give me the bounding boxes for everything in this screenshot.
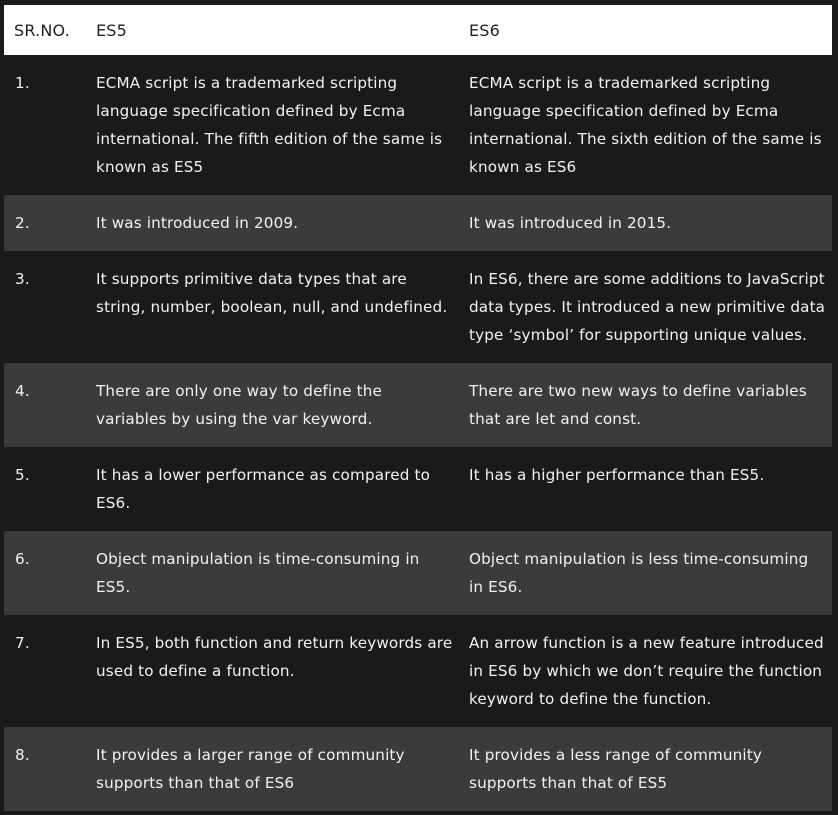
table-body — [4, 55, 832, 811]
header-row — [4, 5, 832, 55]
row-number: 8. — [15, 746, 30, 764]
row-number: 5. — [15, 466, 30, 484]
es6-cell: It provides a less range of community supports than that of ES5 — [469, 746, 763, 792]
es5-cell: ECMA script is a trademarked scripting language specification defined by Ecma international. The fifth edition of the same is known as ES5 — [96, 74, 443, 176]
header-es6: ES6 — [469, 20, 501, 40]
es5-cell: It supports primitive data types that are string, number, boolean, null, and undefined. — [96, 270, 448, 316]
row-number: 2. — [15, 214, 30, 232]
es6-cell: It was introduced in 2015. — [469, 214, 672, 232]
row-number: 4. — [15, 382, 30, 400]
comparison-table-frame — [4, 5, 832, 815]
es5-cell: In ES5, both function and return keywords are used to define a function. — [96, 634, 453, 680]
row-number: 3. — [15, 270, 30, 288]
es5-cell: It has a lower performance as compared to ES6. — [96, 466, 431, 512]
es5-cell: There are only one way to define the variables by using the var keyword. — [96, 382, 383, 428]
es5-vs-es6-table — [4, 5, 832, 811]
table-row — [4, 531, 832, 615]
es6-cell: It has a higher performance than ES5. — [469, 466, 765, 484]
es6-cell: In ES6, there are some additions to JavaScript data types. It introduced a new primitive data type ‘symbol’ for supporting unique values. — [469, 270, 826, 344]
table-row — [4, 251, 832, 363]
row-number: 7. — [15, 634, 30, 652]
es6-cell: Object manipulation is less time-consuming in ES6. — [469, 550, 809, 596]
es5-cell: Object manipulation is time-consuming in ES5. — [96, 550, 420, 596]
row-number: 6. — [15, 550, 30, 568]
es6-cell: ECMA script is a trademarked scripting language specification defined by Ecma international. The sixth edition of the same is known as ES6 — [469, 74, 822, 176]
table-row — [4, 195, 832, 251]
header-sr-no: SR.NO. — [14, 20, 70, 40]
table-row — [4, 615, 832, 727]
es6-cell: There are two new ways to define variables that are let and const. — [469, 382, 807, 428]
table-row — [4, 55, 832, 195]
es6-cell: An arrow function is a new feature introduced in ES6 by which we don’t require the function keyword to define the function. — [469, 634, 824, 708]
row-number: 1. — [15, 74, 30, 92]
table-row — [4, 727, 832, 811]
table-row — [4, 363, 832, 447]
table-header — [4, 5, 832, 55]
es5-cell: It was introduced in 2009. — [96, 214, 299, 232]
es5-cell: It provides a larger range of community supports than that of ES6 — [96, 746, 405, 792]
header-es5: ES5 — [96, 20, 128, 40]
table-row — [4, 447, 832, 531]
